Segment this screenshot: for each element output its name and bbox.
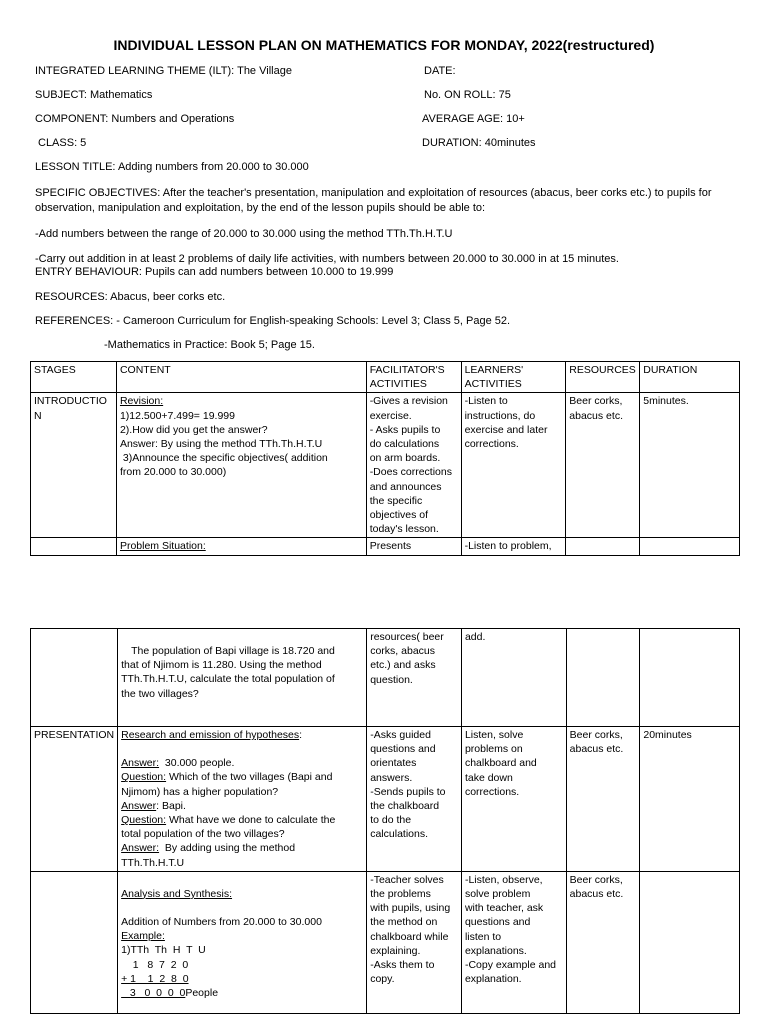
page-title: INDIVIDUAL LESSON PLAN ON MATHEMATICS FOR MONDAY, 2022(restructured) <box>113 37 655 53</box>
subject-field: SUBJECT: Mathematics <box>35 89 153 101</box>
content-cell: The population of Bapi village is 18.720 and that of Njimom is 11.280. Using the method TTh.Th.H.T.U, calculate the total population of the two villages? <box>118 629 367 727</box>
resources-cell <box>566 629 640 727</box>
lesson-table-top <box>30 361 740 556</box>
header-learners: LEARNERS' ACTIVITIES <box>461 362 566 393</box>
table-row-problem-continued <box>31 629 740 727</box>
resources-cell <box>566 538 640 555</box>
resources-cell: Beer corks, abacus etc. <box>566 393 640 538</box>
references-line: REFERENCES: - Cameroon Curriculum for English-speaking Schools: Level 3; Class 5, Page 52. <box>35 315 511 327</box>
facilitator-cell: Presents <box>366 538 461 555</box>
class-field: CLASS: 5 <box>38 137 87 149</box>
facilitator-cell: resources( beer corks, abacus etc.) and asks question. <box>367 629 462 727</box>
duration-cell: 20minutes <box>640 727 740 872</box>
duration-cell <box>640 871 740 1013</box>
learners-cell: add. <box>461 629 566 727</box>
header-duration: DURATION <box>640 362 740 393</box>
objective-1: -Add numbers between the range of 20.000 to 30.000 using the method TTh.Th.H.T.U <box>35 228 453 240</box>
objectives-line: observation, manipulation and exploitation, by the end of the lesson pupils should be able to: <box>35 202 486 214</box>
entry-behaviour: ENTRY BEHAVIOUR: Pupils can add numbers between 10.000 to 19.999 <box>35 266 394 278</box>
duration-cell <box>640 538 740 555</box>
content-cell: Revision: 1)12.500+7.499= 19.999 2).How did you get the answer? Answer: By using the method TTh.Th.H.T.U 3)Announce the specific objectives( addition from 20.000 to 30.000) <box>116 393 366 538</box>
content-cell <box>116 538 366 555</box>
objectives-line: SPECIFIC OBJECTIVES: After the teacher's presentation, manipulation and exploitation of resources (abacus, beer corks etc.) to pupils for <box>35 187 712 199</box>
stage-cell: INTRODUCTIO N <box>31 393 117 538</box>
stage-cell <box>31 871 118 1013</box>
references-line-2: -Mathematics in Practice: Book 5; Page 15. <box>104 339 315 351</box>
duration-cell <box>640 629 740 727</box>
facilitator-cell: -Gives a revision exercise. - Asks pupils to do calculations on arm boards. -Does corrections and announces the specific objectives of today's lesson. <box>366 393 461 538</box>
age-field: AVERAGE AGE: 10+ <box>422 113 525 125</box>
problem-situation-heading: Problem Situation: <box>119 540 206 553</box>
learners-cell: -Listen to instructions, do exercise and later corrections. <box>461 393 566 538</box>
stage-cell <box>31 629 118 727</box>
date-field: DATE: <box>424 65 456 77</box>
roll-field: No. ON ROLL: 75 <box>424 89 511 101</box>
lesson-title: LESSON TITLE: Adding numbers from 20.000 to 30.000 <box>35 161 309 173</box>
header-stages: STAGES <box>31 362 117 393</box>
component-field: COMPONENT: Numbers and Operations <box>35 113 235 125</box>
table-row-problem <box>31 538 740 555</box>
table-row-presentation <box>31 727 740 872</box>
content-cell: Research and emission of hypotheses: Answer: 30.000 people. Question: Which of the two villages (Bapi and Njimom) has a higher population? Answer: Bapi. Question: What have we done to calculate the total population of the two villages? Answer: By adding using the method TTh.Th.H.T.U <box>118 727 367 872</box>
revision-heading: Revision: <box>119 395 164 408</box>
header-resources: RESOURCES <box>566 362 640 393</box>
learners-cell: Listen, solve problems on chalkboard and take down corrections. <box>461 727 566 872</box>
learners-cell: -Listen to problem, <box>461 538 566 555</box>
ilt-field: INTEGRATED LEARNING THEME (ILT): The Village <box>35 65 292 77</box>
stage-cell <box>31 538 117 555</box>
duration-cell: 5minutes. <box>640 393 740 538</box>
table-row-analysis <box>31 871 740 1013</box>
duration-field: DURATION: 40minutes <box>422 137 536 149</box>
stage-cell: PRESENTATION <box>31 727 118 872</box>
table-row-introduction <box>31 393 740 538</box>
resources-cell: Beer corks, abacus etc. <box>566 727 640 872</box>
table-header-row <box>31 362 740 393</box>
content-cell: Analysis and Synthesis: Addition of Numbers from 20.000 to 30.000 Example: 1)TTh Th H T U 1 8 7 2 0 + 1 1 2 8 0 3 0 0 0 0People <box>118 871 367 1013</box>
objectives-paragraph <box>35 186 735 216</box>
resources-line: RESOURCES: Abacus, beer corks etc. <box>35 291 226 303</box>
learners-cell: -Listen, observe, solve problem with teacher, ask questions and listen to explanations. -Copy example and explanation. <box>461 871 566 1013</box>
lesson-table-bottom <box>30 628 740 1014</box>
header-facilitator: FACILITATOR'S ACTIVITIES <box>366 362 461 393</box>
research-heading: Research and emission of hypotheses <box>121 729 300 741</box>
facilitator-cell: -Asks guided questions and orientates answers. -Sends pupils to the chalkboard to do the calculations. <box>367 727 462 872</box>
facilitator-cell: -Teacher solves the problems with pupils, using the method on chalkboard while explaining. -Asks them to copy. <box>367 871 462 1013</box>
analysis-heading: Analysis and Synthesis: <box>121 887 233 900</box>
objective-2: -Carry out addition in at least 2 problems of daily life activities, with numbers between 20.000 to 30.000 in at 15 minutes. <box>35 253 619 265</box>
header-content: CONTENT <box>116 362 366 393</box>
resources-cell: Beer corks, abacus etc. <box>566 871 640 1013</box>
